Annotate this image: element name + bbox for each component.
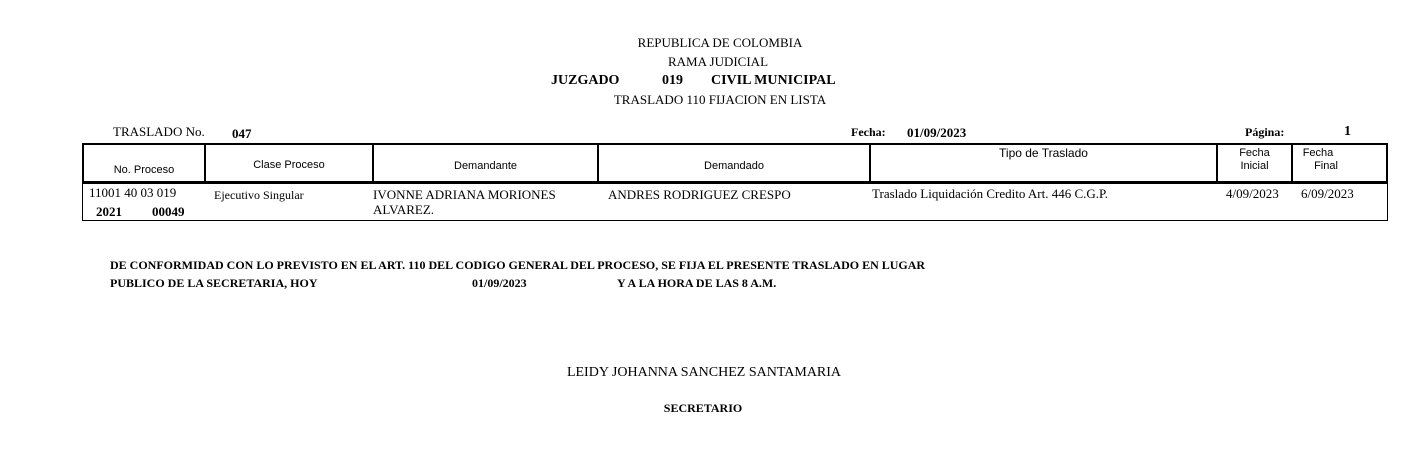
pagina-label: Página:	[1245, 125, 1285, 139]
signatory-title: SECRETARIO	[663, 401, 743, 415]
cell-tipo-traslado: Traslado Liquidación Credito Art. 446 C.G.P.	[872, 186, 1109, 201]
cell-proceso-number: 00049	[152, 204, 185, 219]
table-header	[82, 143, 1388, 183]
cell-fecha-final: 6/09/2023	[1301, 186, 1354, 201]
cell-demandante-line2: ALVAREZ.	[373, 202, 435, 217]
fecha-value: 01/09/2023	[907, 125, 967, 140]
table-row	[82, 183, 1388, 221]
header-fecha-final: Fecha Final	[1302, 147, 1338, 172]
cell-demandante-line1: IVONNE ADRIANA MORIONES	[373, 187, 556, 202]
notice-time: Y A LA HORA DE LAS 8 A.M.	[617, 276, 777, 290]
cell-fecha-inicial: 4/09/2023	[1226, 186, 1279, 201]
document-subtitle: TRASLADO 110 FIJACION EN LISTA	[613, 92, 827, 107]
fecha-label: Fecha:	[851, 125, 886, 139]
cell-clase-proceso: Ejecutivo Singular	[214, 188, 304, 202]
notice-date: 01/09/2023	[472, 276, 527, 290]
traslado-number: 047	[232, 126, 252, 141]
cell-proceso-year: 2021	[96, 204, 122, 219]
header-fecha-inicial: Fecha Inicial	[1239, 147, 1270, 172]
header-no-proceso: No. Proceso	[113, 164, 175, 176]
header-tipo-traslado: Tipo de Traslado	[999, 146, 1088, 160]
signatory-name: LEIDY JOHANNA SANCHEZ SANTAMARIA	[566, 365, 842, 380]
court-label: JUZGADO	[551, 73, 620, 88]
pagina-value: 1	[1344, 124, 1351, 139]
header-clase-proceso: Clase Proceso	[253, 159, 325, 171]
cell-demandado: ANDRES RODRIGUEZ CRESPO	[608, 187, 791, 202]
cell-proceso-line1: 11001 40 03 019	[89, 185, 177, 200]
country-heading: REPUBLICA DE COLOMBIA	[637, 35, 803, 50]
header-demandante: Demandante	[454, 160, 517, 172]
branch-heading: RAMA JUDICIAL	[667, 54, 769, 69]
court-type: CIVIL MUNICIPAL	[711, 73, 836, 88]
court-number: 019	[662, 73, 683, 88]
traslado-label: TRASLADO No.	[113, 124, 205, 139]
notice-line2: PUBLICO DE LA SECRETARIA, HOY	[110, 276, 318, 290]
notice-line1: DE CONFORMIDAD CON LO PREVISTO EN EL ART. 110 DEL CODIGO GENERAL DEL PROCESO, SE FIJA EL PRESENTE TRASLADO EN LUGAR	[110, 258, 926, 272]
header-demandado: Demandado	[704, 160, 764, 172]
